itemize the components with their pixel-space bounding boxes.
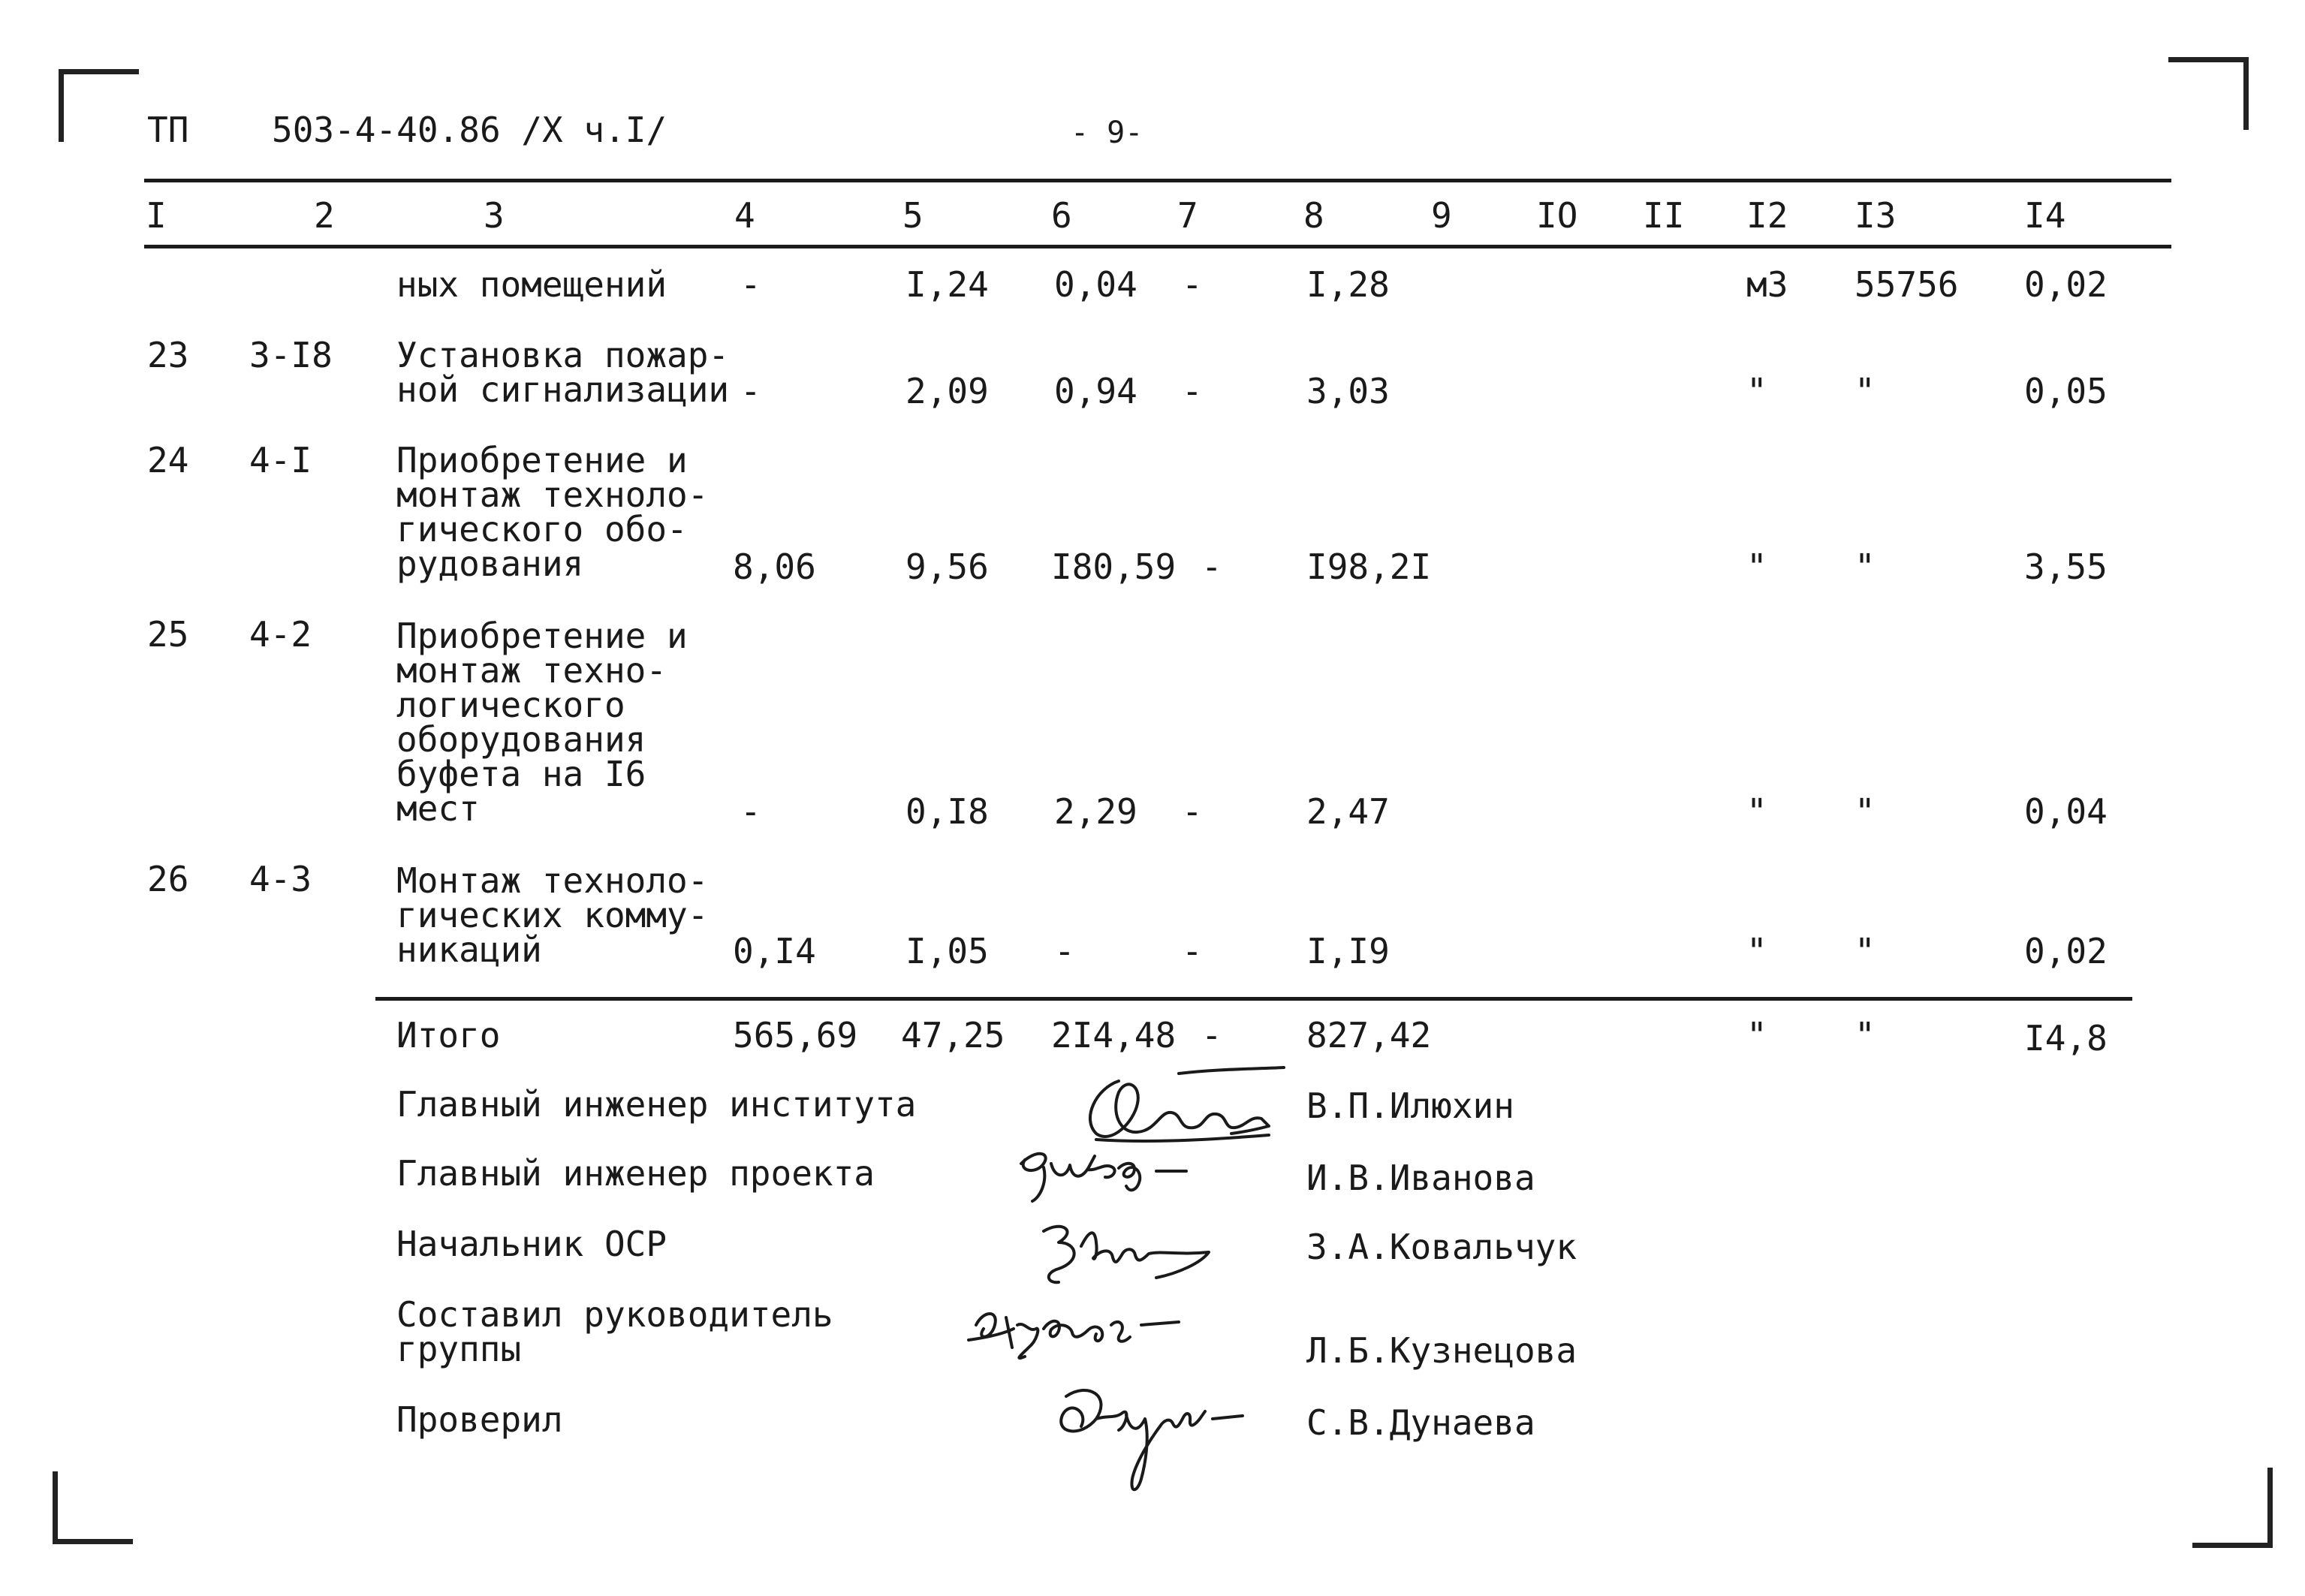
row-name: логического (396, 685, 625, 725)
cell-col-4: - (740, 791, 761, 832)
cell-col-12: м3 (1746, 264, 1788, 305)
signatory-name: В.П.Илюхин (1306, 1086, 1514, 1126)
page-number: - 9- (1071, 116, 1143, 150)
col-header: 2 (314, 195, 335, 236)
table-top-rule (144, 179, 2171, 182)
cell-col-8: 2,47 (1306, 791, 1390, 832)
total-rule (375, 997, 2132, 1001)
total-col-7: - (1201, 1015, 1222, 1055)
row-name: Приобретение и (396, 440, 688, 480)
signatory-role: Главный инженер института (396, 1084, 917, 1125)
total-label: Итого (396, 1015, 501, 1055)
signatory-role: Главный инженер проекта (396, 1153, 875, 1194)
cell-col-8: 3,03 (1306, 371, 1390, 411)
signatory-role: группы (396, 1329, 522, 1369)
row-name: монтаж техноло- (396, 474, 709, 515)
header-bottom-rule (144, 245, 2171, 248)
handwritten-signature (1029, 1209, 1239, 1291)
cell-col-8: I98,2I (1306, 547, 1432, 587)
cell-col-14: 0,04 (2024, 791, 2108, 832)
cell-col-14: 0,05 (2024, 371, 2108, 411)
row-name: мест (396, 788, 480, 829)
row-number: 26 (147, 859, 189, 899)
corner-mark-top-right (2168, 57, 2249, 130)
corner-mark-bottom-left (53, 1471, 133, 1544)
col-header: 5 (902, 195, 924, 236)
cell-col-7: - (1182, 264, 1203, 305)
doc-number: 503-4-40.86 /Х ч.I/ (272, 110, 667, 150)
cell-col-6: 0,94 (1054, 371, 1137, 411)
cell-col-12: " (1746, 547, 1767, 587)
col-header: 3 (484, 195, 505, 236)
cell-col-4: 0,I4 (733, 931, 816, 971)
total-col-14: I4,8 (2024, 1018, 2108, 1058)
col-header: I4 (2024, 195, 2066, 236)
cell-col-12: " (1746, 931, 1767, 971)
total-col-12: " (1746, 1015, 1767, 1055)
row-code: 4-2 (249, 614, 312, 655)
cell-col-8: I,I9 (1306, 931, 1390, 971)
cell-col-13: 55756 (1855, 264, 1959, 305)
cell-col-13: " (1855, 547, 1876, 587)
cell-col-5: 0,I8 (905, 791, 989, 832)
cell-col-6: - (1054, 931, 1075, 971)
signatory-role: Проверил (396, 1399, 563, 1440)
row-name: ных помещений (396, 264, 667, 305)
cell-col-5: I,24 (905, 264, 989, 305)
cell-col-5: I,05 (905, 931, 989, 971)
col-header: 9 (1431, 195, 1452, 236)
row-name: буфета на I6 (396, 754, 646, 794)
cell-col-13: " (1855, 931, 1876, 971)
cell-col-14: 3,55 (2024, 547, 2108, 587)
row-name: ной сигнализации (396, 369, 730, 410)
col-header: I2 (1746, 195, 1788, 236)
col-header: IO (1536, 195, 1578, 236)
signatory-name: З.А.Ковальчук (1306, 1227, 1577, 1267)
cell-col-6: 2,29 (1054, 791, 1137, 832)
handwritten-signature (1036, 1374, 1254, 1501)
row-name: рудования (396, 544, 584, 584)
col-header: I (146, 195, 167, 236)
cell-col-7: - (1201, 547, 1222, 587)
handwritten-signature (954, 1287, 1194, 1378)
row-name: никаций (396, 929, 542, 970)
cell-col-5: 2,09 (905, 371, 989, 411)
row-code: 4-3 (249, 859, 312, 899)
total-col-8: 827,42 (1306, 1015, 1432, 1055)
row-number: 23 (147, 335, 189, 375)
cell-col-13: " (1855, 791, 1876, 832)
row-number: 24 (147, 440, 189, 480)
row-number: 25 (147, 614, 189, 655)
col-header: 4 (734, 195, 755, 236)
cell-col-6: I80,59 (1051, 547, 1177, 587)
total-col-6: 2I4,48 (1051, 1015, 1177, 1055)
signatory-name: С.В.Дунаева (1306, 1402, 1535, 1443)
col-header: 6 (1051, 195, 1072, 236)
cell-col-5: 9,56 (905, 547, 989, 587)
cell-col-13: " (1855, 371, 1876, 411)
handwritten-signature (1006, 1134, 1224, 1209)
row-name: оборудования (396, 719, 646, 760)
row-name: гического обо- (396, 509, 688, 550)
cell-col-7: - (1182, 371, 1203, 411)
col-header: 8 (1303, 195, 1324, 236)
total-col-5: 47,25 (901, 1015, 1005, 1055)
total-col-13: " (1855, 1015, 1876, 1055)
col-header: I3 (1855, 195, 1897, 236)
corner-mark-top-left (59, 69, 139, 142)
row-name: Монтаж техноло- (396, 860, 709, 901)
col-header: 7 (1177, 195, 1198, 236)
cell-col-6: 0,04 (1054, 264, 1137, 305)
cell-col-7: - (1182, 791, 1203, 832)
signatory-role: Начальник ОСР (396, 1224, 667, 1264)
cell-col-4: - (740, 371, 761, 411)
row-name: Установка пожар- (396, 335, 730, 375)
row-code: 3-I8 (249, 335, 333, 375)
cell-col-12: " (1746, 791, 1767, 832)
cell-col-12: " (1746, 371, 1767, 411)
corner-mark-bottom-right (2192, 1468, 2273, 1548)
cell-col-8: I,28 (1306, 264, 1390, 305)
cell-col-7: - (1182, 931, 1203, 971)
cell-col-14: 0,02 (2024, 264, 2108, 305)
signatory-role: Составил руководитель (396, 1294, 833, 1335)
doc-code: ТП (147, 110, 189, 150)
row-name: монтаж техно- (396, 650, 667, 691)
cell-col-14: 0,02 (2024, 931, 2108, 971)
signatory-name: И.В.Иванова (1306, 1158, 1535, 1198)
cell-col-4: 8,06 (733, 547, 816, 587)
row-code: 4-I (249, 440, 312, 480)
signatory-name: Л.Б.Кузнецова (1306, 1330, 1577, 1371)
total-col-4: 565,69 (733, 1015, 858, 1055)
row-name: гических комму- (396, 895, 709, 935)
row-name: Приобретение и (396, 616, 688, 656)
col-header: II (1643, 195, 1685, 236)
cell-col-4: - (740, 264, 761, 305)
